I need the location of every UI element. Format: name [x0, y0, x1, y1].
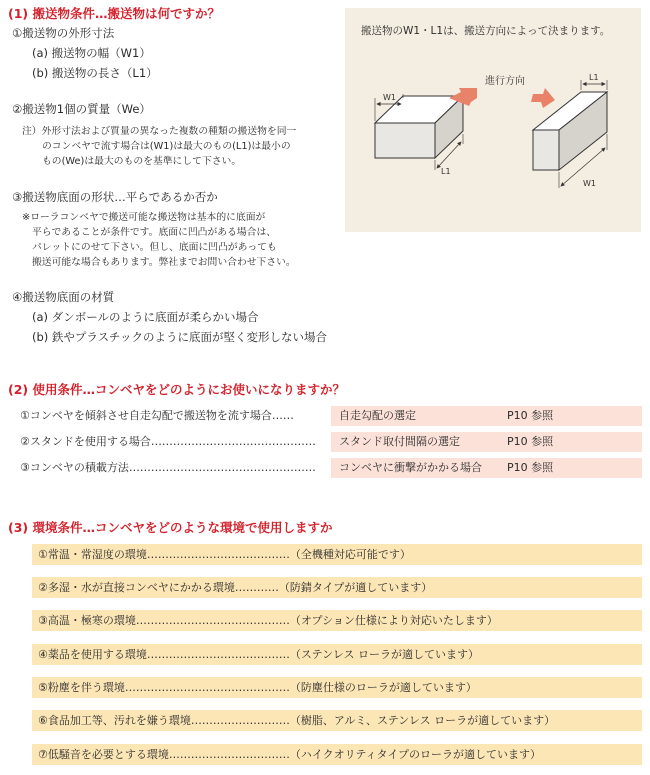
item4-sub-b: (b) 鉄やプラスチックのように底面が堅く変形しない場合	[32, 330, 328, 344]
box1-w-label: W1	[383, 93, 396, 102]
environment-row	[32, 610, 642, 631]
box-orientation-diagram	[345, 8, 641, 232]
usage-row-label: ②スタンドを使用する場合………………………………………	[20, 435, 316, 448]
dimension-info-box	[345, 8, 641, 232]
item1-sub-a: (a) 搬送物の幅（W1）	[32, 46, 151, 60]
usage-row	[20, 432, 642, 452]
box1-l-label: L1	[441, 167, 451, 176]
item3-note-line3: パレットにのせて下さい。但し、底面に凹凸があっても	[32, 242, 277, 253]
environment-row-text: ②多湿・水が直接コンベヤにかかる環境…………（防錆タイプが適しています）	[38, 581, 433, 594]
environment-row	[32, 744, 642, 765]
item2-note-line1: 注）外形寸法および質量の異なった複数の種類の搬送物を同一	[22, 126, 297, 137]
environment-row	[32, 644, 642, 665]
usage-row-label: ③コンベヤの積載方法……………………………………………	[20, 461, 316, 474]
usage-row-selection: スタンド取付間隔の選定	[339, 435, 460, 448]
environment-row-text: ④薬品を使用する環境…………………………………（ステンレス ローラが適しています）	[38, 648, 479, 661]
item3-note	[22, 210, 342, 270]
direction-arrow-right	[531, 88, 555, 108]
box2-w-label: W1	[583, 179, 596, 188]
item1-heading: ①搬送物の外形寸法	[12, 26, 115, 40]
info-box-text: 搬送物のW1・L1は、搬送方向によって決まります。	[361, 25, 611, 37]
box1-shape	[375, 96, 463, 158]
section2-title: (2) 使用条件…コンベヤをどのようにお使いになりますか？	[8, 382, 345, 397]
section3-title: (3) 環境条件…コンベヤをどのような環境で使用しますか	[8, 520, 333, 535]
environment-row-text: ⑤粉塵を伴う環境………………………………………（防塵仕様のローラが適しています）	[38, 681, 477, 694]
item3-note-line1: ※ローラコンベヤで搬送可能な搬送物は基本的に底面が	[22, 212, 266, 223]
environment-row	[32, 577, 642, 598]
usage-row-selection: コンベヤに衝撃がかかる場合	[339, 461, 482, 474]
usage-row-band	[331, 458, 642, 478]
usage-row-selection: 自走勾配の選定	[339, 409, 416, 422]
section1-title: (1) 搬送物条件…搬送物は何ですか？	[8, 6, 220, 21]
usage-row-ref: P10 参照	[507, 461, 554, 474]
item4-heading: ④搬送物底面の材質	[12, 290, 115, 304]
environment-row-text: ③高温・極寒の環境……………………………………（オプション仕様により対応いたします）	[38, 614, 498, 627]
item2-heading: ②搬送物1個の質量（We）	[12, 102, 151, 116]
usage-row-label: ①コンベヤを傾斜させ自走勾配で搬送物を流す場合……	[20, 409, 294, 422]
item3-heading: ③搬送物底面の形状…平らであるか否か	[12, 190, 218, 204]
environment-row-text: ⑥食品加工等、汚れを嫌う環境………………………（樹脂、アルミ、ステンレス ローラが適しています）	[38, 714, 556, 727]
environment-row	[32, 677, 642, 698]
item4-sub-a: (a) ダンボールのように底面が柔らかい場合	[32, 310, 259, 324]
environment-row	[32, 710, 642, 731]
item2-note-line2: のコンベヤで流す場合は(W1)は最大のもの(L1)は最小の	[42, 141, 291, 152]
usage-row-ref: P10 参照	[507, 409, 554, 422]
environment-row-text: ⑦低騒音を必要とする環境……………………………（ハイクオリティタイプのローラが適しています）	[38, 748, 541, 761]
environment-row-text: ①常温・常湿度の環境…………………………………（全機種対応可能です）	[38, 548, 411, 561]
box2-l-label: L1	[589, 73, 599, 82]
item1-sub-b: (b) 搬送物の長さ（L1）	[32, 66, 158, 80]
item3-note-line2: 平らであることが条件です。底面に凹凸がある場合は、	[32, 227, 277, 238]
usage-row-ref: P10 参照	[507, 435, 554, 448]
usage-row-band	[331, 406, 642, 426]
direction-label: 進行方向	[485, 76, 525, 87]
usage-row	[20, 458, 642, 478]
item3-note-line4: 搬送可能な場合もあります。弊社までお問い合わせ下さい。	[32, 257, 296, 268]
item2-note	[22, 124, 332, 169]
usage-row-band	[331, 432, 642, 452]
item2-note-line3: もの(We)は最大のものを基準にして下さい。	[42, 156, 242, 167]
environment-row	[32, 544, 642, 565]
usage-row	[20, 406, 642, 426]
